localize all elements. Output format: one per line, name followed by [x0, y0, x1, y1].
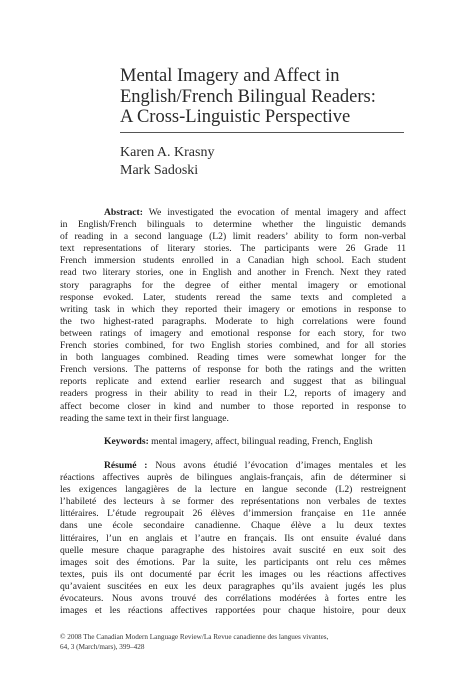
title-line: A Cross-Linguistic Perspective — [120, 107, 351, 127]
resume-line: Résumé : Nous avons étudié l’évocation d’images mentales et les — [104, 460, 406, 471]
author-name: Mark Sadoski — [120, 163, 199, 178]
title-line: English/French Bilingual Readers: — [120, 86, 376, 107]
author-name: Karen A. Krasny — [120, 145, 215, 160]
abstract-line: French immersion students enrolled in a Canadian high school. Each student — [60, 255, 406, 267]
abstract-line: reports replicate and extend earlier research and suggest that as bilingual — [60, 376, 406, 388]
resume-line: images soit des émotions. Par la suite, les participants ont relu ces mêmes — [60, 556, 406, 568]
resume-line: littéraires, l’un en anglais et l’autre en français. Ils ont ensuite évalué dans — [60, 532, 406, 544]
paper-title — [120, 66, 440, 128]
resume-line: qu’avaient suscitées en eux les deux paragraphes qu’ils avaient jugés les plus — [60, 580, 406, 592]
abstract-line: text representations of literary stories. The participants were 26 Grade 11 — [60, 243, 406, 255]
keywords-section — [60, 436, 406, 448]
abstract-line: in both languages combined. Reading times were somewhat longer for the — [60, 352, 406, 364]
abstract-line: French versions. The patterns of response for both the ratings and the written — [60, 364, 406, 376]
resume-line: images et les réactions affectives rapportées pour chaque histoire, pour deux — [60, 605, 406, 617]
footer-line: 64, 3 (March/mars), 399–428 — [60, 642, 145, 651]
resume-section — [60, 460, 406, 617]
abstract-line: writing task in which they reported their imagery or emotions in response to — [60, 303, 406, 315]
abstract-line: readers progress in their ability to read in their L2, reports of imagery and — [60, 388, 406, 400]
resume-line: quelle mesure chaque paragraphe des histoires avait suscité en eux soit des — [60, 544, 406, 556]
resume-line: littéraires. L’étude regroupait 26 élèves d’immersion française en 11e année — [60, 508, 406, 520]
abstract-line: the two highest-rated paragraphs. Moderate to high correlations were found — [60, 315, 406, 327]
title-line: Mental Imagery and Affect in — [120, 66, 340, 86]
abstract-line: read two literary stories, one in English and another in French. Next they rated — [60, 267, 406, 279]
abstract-line: in English/French bilinguals to determine whether the linguistic demands — [60, 219, 406, 231]
abstract-line: Abstract: We investigated the evocation of mental imagery and affect — [104, 207, 406, 218]
abstract-line: of reading in a second language (L2) limit readers’ ability to form non-verbal — [60, 231, 406, 243]
keywords-line — [60, 436, 406, 448]
abstract-line: between ratings of imagery and emotional response for each story, for two — [60, 327, 406, 339]
resume-line: dans une école secondaire canadienne. Chaque élève a lu deux textes — [60, 520, 406, 532]
resume-line: évocateurs. Nous avons trouvé des corrélations modérées à fortes entre les — [60, 593, 406, 605]
footer-line: © 2008 The Canadian Modern Language Review/La Revue canadienne des langues vivantes, — [60, 633, 329, 641]
abstract-label: Abstract: — [104, 207, 143, 218]
author-list — [120, 144, 214, 180]
copyright-footer — [60, 633, 406, 652]
keywords-text: mental imagery, affect, bilingual reading, French, English — [148, 436, 373, 447]
resume-line: l’habileté des lecteurs à se former des représentations non verbales de textes — [60, 496, 406, 508]
abstract-section — [60, 207, 406, 425]
abstract-line: reading the same text in their first language. — [60, 412, 229, 424]
resume-line: les exigences langagières de la lecture en langue seconde (L2) restreignent — [60, 484, 406, 496]
resume-label: Résumé : — [104, 460, 148, 471]
abstract-line: response evoked. Later, students reread the same texts and completed a — [60, 291, 406, 303]
resume-line: textes, puis ils ont documenté par écrit les images ou les réactions affectives — [60, 568, 406, 580]
abstract-line: French stories combined, for two English stories combined, and for all stories — [60, 340, 406, 352]
resume-line: réactions affectives auprès de bilingues anglais-français, afin de déterminer si — [60, 472, 406, 484]
keywords-label: Keywords: — [104, 436, 149, 447]
abstract-line: story paragraphs for the degree of either mental imagery or emotional — [60, 279, 406, 291]
title-divider — [120, 132, 404, 133]
abstract-line: affect become closer in kind and number to those reported in response to — [60, 400, 406, 412]
